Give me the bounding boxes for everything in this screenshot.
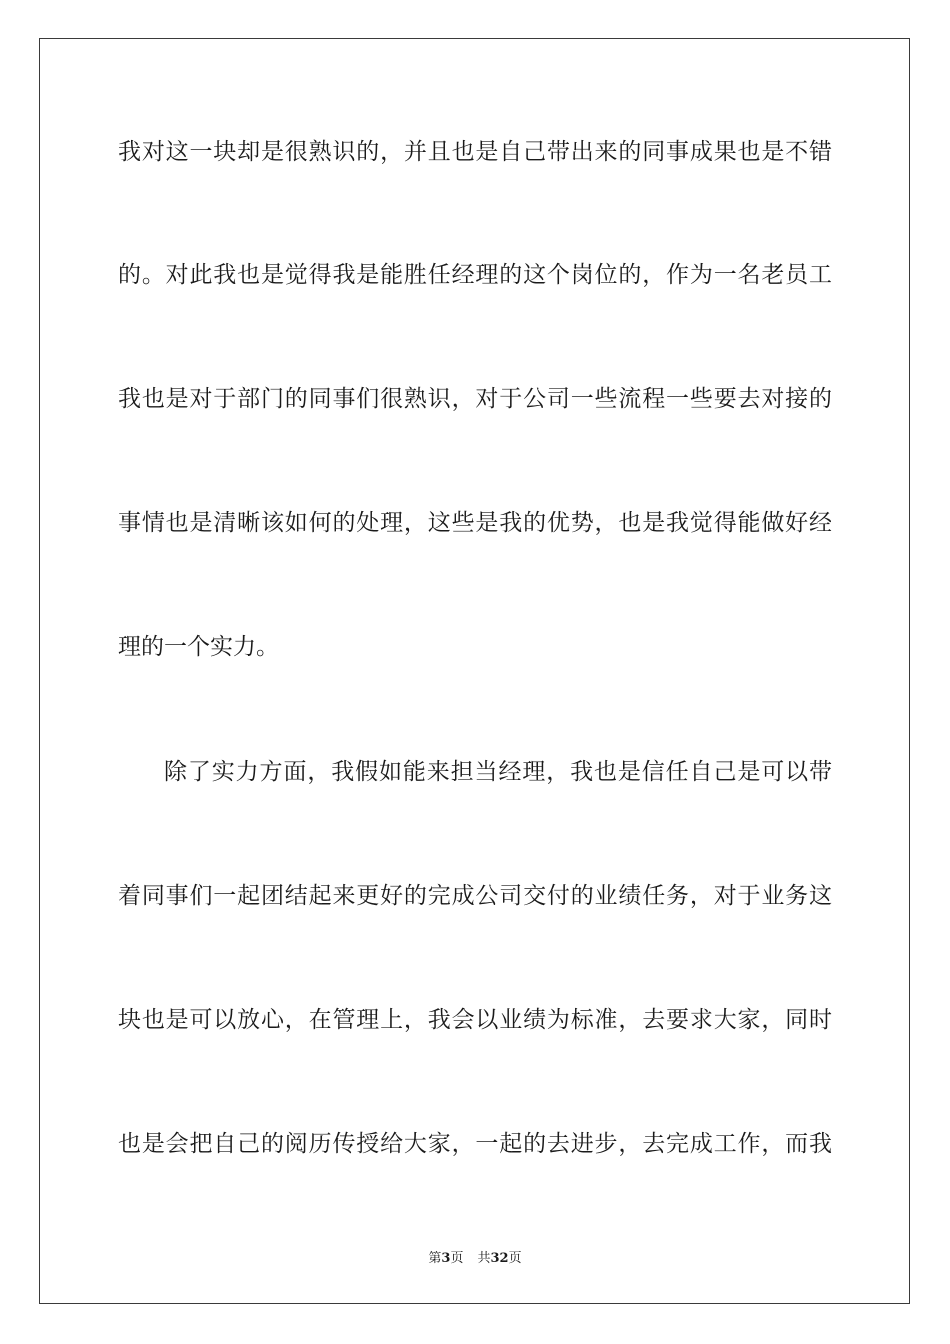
body-line-4: 事情也是清晰该如何的处理，这些是我的优势，也是我觉得能做好经 [118,510,832,536]
page-footer [0,1247,950,1266]
body-line-2: 的。对此我也是觉得我是能胜任经理的这个岗位的，作为一名老员工 [118,262,832,288]
total-pages: 32 [490,1251,509,1266]
body-line-9: 也是会把自己的阅历传授给大家，一起的去进步，去完成工作，而我 [118,1131,832,1157]
body-line-8: 块也是可以放心，在管理上，我会以业绩为标准，去要求大家，同时 [118,1007,832,1033]
page-border [39,38,910,1304]
total-suffix: 页 [508,1251,522,1266]
total-prefix: 共 [477,1251,491,1266]
body-line-5: 理的一个实力。 [118,634,279,660]
page-suffix: 页 [450,1251,464,1266]
body-line-3: 我也是对于部门的同事们很熟识，对于公司一些流程一些要去对接的 [118,386,832,412]
page-prefix: 第 [428,1251,442,1266]
body-line-6: 除了实力方面，我假如能来担当经理，我也是信任自己是可以带 [164,759,832,785]
body-line-1: 我对这一块却是很熟识的，并且也是自己带出来的同事成果也是不错 [118,139,832,165]
page-number: 3 [441,1251,451,1266]
body-line-7: 着同事们一起团结起来更好的完成公司交付的业绩任务，对于业务这 [118,883,832,909]
